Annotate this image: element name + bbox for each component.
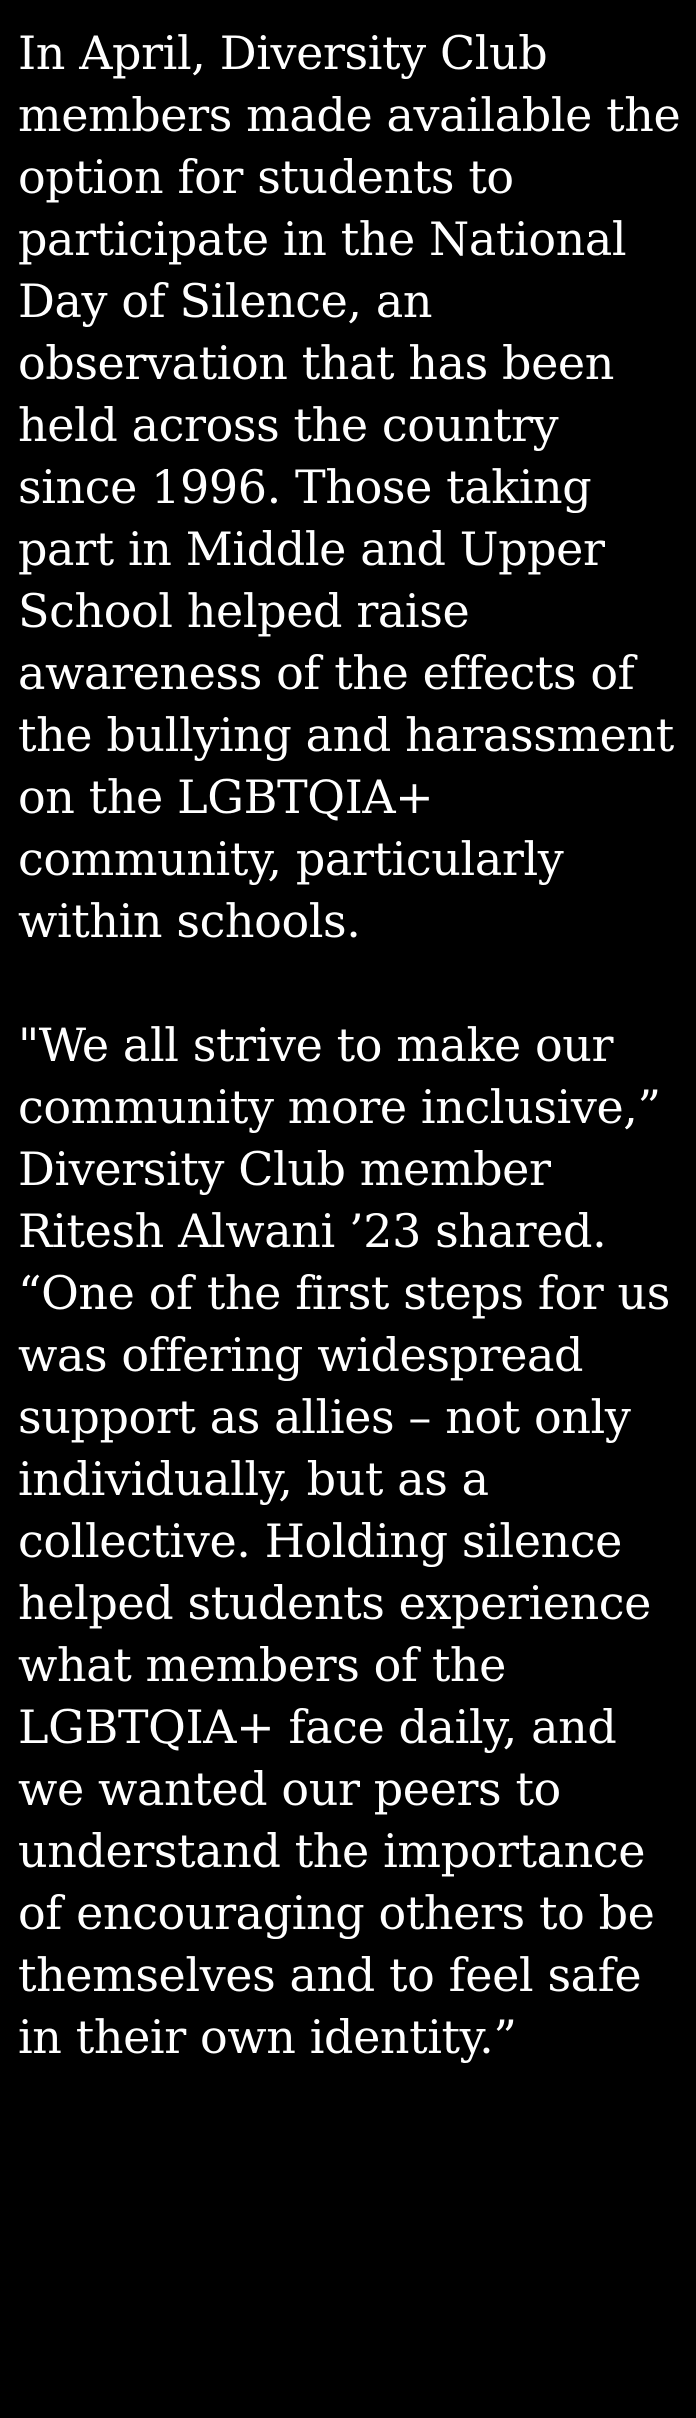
article-paragraph-intro: In April, Diversity Club members made available the option for students to participate in the National Day of Silence, an observation that has been held across the country since 1996. Those taking part in Middle and Upper School helped raise awareness of the effects of the bullying and harassment on the LGBTQIA+ community, particularly within schools.: [18, 26, 681, 948]
article-paragraph-quote: "We all strive to make our community more inclusive,” Diversity Club member Ritesh Alwani ’23 shared. “One of the first steps for us was offering widespread support as allies – not only individually, but as a collective. Holding silence helped students experience what members of the LGBTQIA+ face daily, and we wanted our peers to understand the importance of encouraging others to be themselves and to feel safe in their own identity.”: [18, 1018, 670, 2064]
